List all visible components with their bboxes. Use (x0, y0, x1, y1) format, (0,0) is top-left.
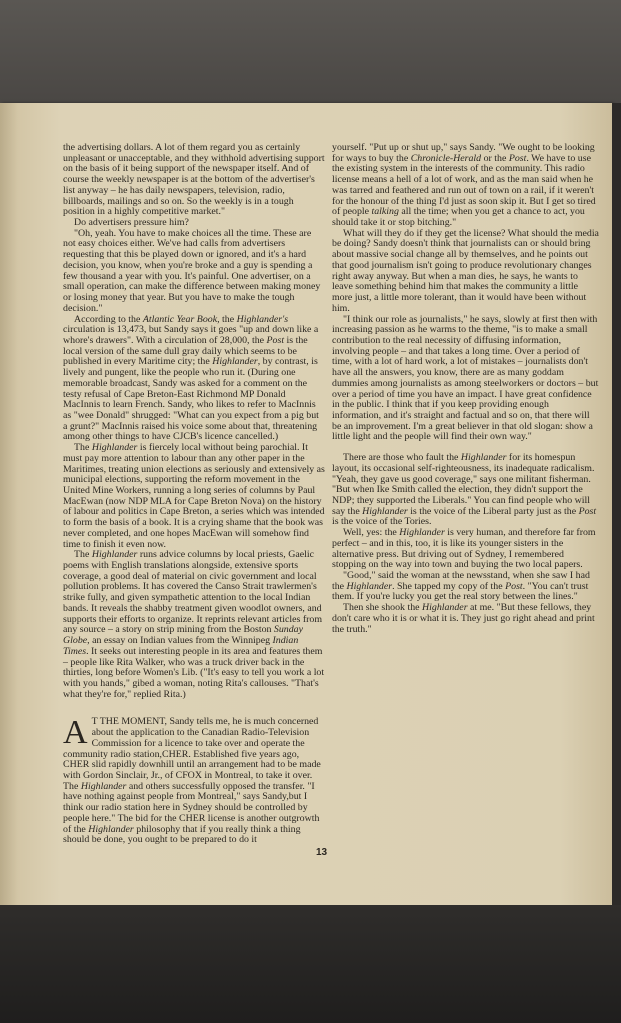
page-edge-shadow (612, 103, 621, 905)
paragraph: There are those who fault the Highlander for its homespun layout, its occasional self-righteousness, its inadequate radicalism. "Yeah, they gave us good coverage," says one militant fisherman. "But when Ike Smith called the election, they didn't support the NDP; they supported the Liberals." You can find people who will say the Highlander is the voice of the Liberal party just as the Post is the voice of the Tories. (332, 452, 597, 528)
paragraph: T THE MOMENT, Sandy tells me, he is much concerned about the application to the Canadian Radio-Television Commission for a licence to take over and operate the community radio station,CHER. Established five years ago, CHER slid rapidly downhill until an arrangement had to be made with Gordon Sinclair, Jr., of CFOX in Montreal, to take it over. The Highlander and others successfully opposed the transfer. "I have nothing against people from Montreal," says Sandy,but I think our radio station here in Sydney should be controlled by people here." The bid for the CHER license is another outgrowth of the Highlander philosophy that if you really think a thing should be done, you ought to be prepared to do it (63, 716, 321, 846)
paragraph: The Highlander is fiercely local without being parochial. It must pay more attention to labour than any other paper in the Maritimes, treating union elections as seriously and extensively as municipal elections, supporting the reform movement in the United Mine Workers, running a long series of columns by Paul MacEwan (now NDP MLA for Cape Breton Nova) on the history of labour and politics in Cape Breton, a series which was intended to form the basis of a book. It is a crying shame that the book was never completed, and one hopes MacEwan will somehow find time to finish it even now. (63, 442, 325, 550)
scan-background-top (0, 0, 621, 103)
drop-cap: A (63, 714, 88, 752)
magazine-page (0, 103, 612, 905)
paragraph: What will they do if they get the license? What should the media be doing? Sandy doesn't think that journalists can or should bring about massive social change all by themselves, and he points out that good journalism isn't going to produce revolutionary changes right away anyway. But when a man dies, he says, he wants to leave something behind him that makes the community a little more just, a little more tolerant, than it would have been without him. (332, 227, 599, 314)
section-opening (63, 714, 325, 846)
right-column (332, 143, 600, 635)
paragraph: "Oh, yeah. You have to make choices all the time. These are not easy choices either. We've had calls from advertisers requesting that this be played down or ignored, and it's a hard decision, you know, when you're broke and a guy is spending a few thousand a year with you. It's painful. One advertiser, on a small operation, can make the difference between making money or losing money that year. But you have to make the tough decision." (63, 227, 321, 314)
paragraph: "I think our role as journalists," he says, slowly at first then with increasing passion as he warms to the theme, "is to make a small contribution to the real necessity of diffusing information, involving people – and that takes a long time. Over a period of time, with a lot of hard work, a lot of mistakes – journalists don't have all the answers, you know, there are as many goddam dummies among journalists as among steelworkers or doctors – but over a period of time you have an impact. I have great confidence in the public. I think that if you keep providing enough information, and it's straight and factual and so on, that there will be an improvement. I'm a great believer in that old slogan: show a little light and the people will find their own way." (332, 313, 599, 443)
scan-background-bottom (0, 905, 621, 1023)
paragraph: According to the Atlantic Year Book, the Highlander's circulation is 13,473, but Sandy says it goes "up and down like a whore's drawers". With a circulation of 28,000, the Post is the local version of the same dull gray daily which seems to be published in every Maritime city; the Highlander, by contrast, is lively and pungent, like the people who run it. (During one memorable broadcast, Sandy was asked for a comment on the testy refusal of Cape Breton-East Richmond MP Donald MacInnis to learn French. Sandy, who likes to refer to MacInnis as "wee Donald" shrugged: "What can you expect from a pig but a grunt?" MacInnis raised his voice some about that, threatening among other things to have CJCB's licence cancelled.) (63, 313, 319, 443)
paragraph: The Highlander runs advice columns by local priests, Gaelic poems with English translations alongside, extensive sports coverage, a good deal of material on civic government and local pollution problems. It has covered the Canso Strait trawlermen's strike fully, and given sympathetic attention to the local Indian bands. It reveals the shabby treatment given woodlot owners, and supports their efforts to organize. It reprints relevant articles from any source – a story on strip mining from the Boston Sunday Globe, an essay on Indian values from the Winnipeg Indian Times. It seeks out interesting people in its area and features them – people like Rita Walker, who was a truck driver back in the thirties, long before Women's Lib. ("It's easy to tell you work a lot with you hands," gibed a woman, noting Rita's callouses. "That's what they're for," replied Rita.) (63, 549, 325, 700)
paragraph: Well, yes: the Highlander is very human, and therefore far from perfect – and in this, too, it is like its younger sisters in the alternative press. But driving out of Sydney, I remembered stopping on the way into town and buying the two local papers. (332, 527, 596, 571)
paragraph: Then she shook the Highlander at me. "But these fellows, they don't care who it is or what it is. They just go right ahead and print the truth." (332, 602, 595, 635)
paragraph: "Good," said the woman at the newsstand, when she saw I had the Highlander. She tapped my copy of the Post. "You can't trust them. If you're lucky you get the real story between the lines." (332, 570, 590, 603)
left-column (63, 143, 325, 846)
paragraph: the advertising dollars. A lot of them regard you as certainly unpleasant or unacceptable, and they withhold advertising support on the basis of it being support of the newspaper itself. And of course the weekly newspaper is at the bottom of the advertiser's list anyway – he has daily newspapers, television, radio, billboards, mailings and so on. So the weekly is in a tough position in a highly competitive market." (63, 142, 325, 218)
page-number: 13 (316, 847, 328, 858)
paragraph: Do advertisers pressure him? (74, 217, 189, 229)
paragraph: yourself. "Put up or shut up," says Sandy. "We ought to be looking for ways to buy the Chronicle-Herald or the Post. We have to use the existing system in the interests of the community. This radio license means a hell of a lot of work, and as the man said when he was tarred and feathered and run out of town on a rail, if it weren't for the honour of the thing I'd just as soon skip it. But I get so tired of people talking all the time; when you get a chance to act, you should take it or stop bitching." (332, 142, 596, 229)
left-paragraphs (63, 143, 325, 700)
